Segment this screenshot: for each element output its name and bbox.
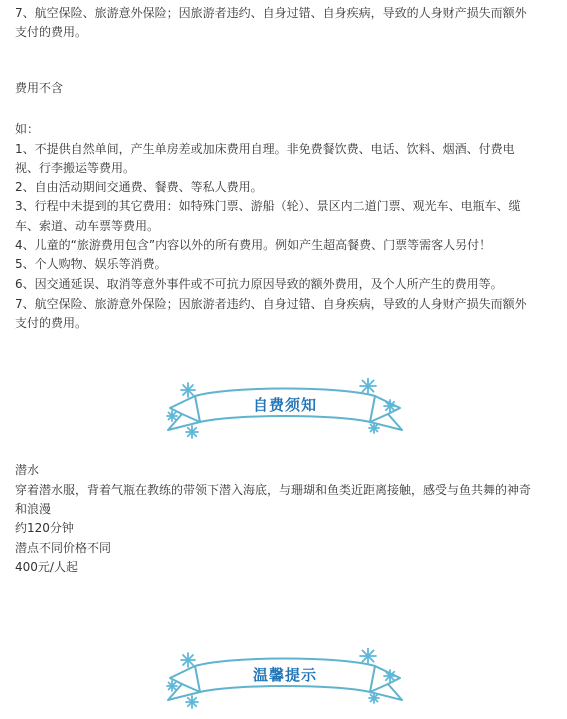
excluded-line: 支付的费用。 [15,316,88,330]
excluded-line: 2、自由活动期间交通费、餐费、等私人费用。 [15,180,263,194]
excluded-line: 1、不提供自然单间，产生单房差或加床费用自理。非免费餐饮费、电话、饮料、烟酒、付费电 [15,142,515,156]
excluded-line: 视、行李搬运等费用。 [15,161,136,175]
tips-banner-title: 温馨提示 [252,666,317,684]
excluded-line: 4、儿童的“旅游费用包含”内容以外的所有费用。例如产生超高餐费、门票等需客人另付！ [15,238,492,252]
self-pay-price-note: 潜点不同价格不同 [15,541,112,555]
self-pay-duration: 约120分钟 [15,521,74,535]
self-pay-price: 400元/人起 [15,560,78,574]
self-pay-banner-title: 自费须知 [252,396,317,414]
excluded-line: 车、索道、动车票等费用。 [15,219,160,233]
tips-banner [160,648,410,718]
excluded-line: 5、个人购物、娱乐等消费。 [15,257,167,271]
self-pay-desc-line-1: 穿着潜水服，背着气瓶在教练的带领下潜入海底，与珊瑚和鱼类近距离接触，感受与鱼共舞的神奇 [15,483,532,497]
excluded-intro: 如： [15,122,40,136]
excluded-line: 7、航空保险、旅游意外保险；因旅游者违约、自身过错、自身疾病，导致的人身财产损失而额外 [15,297,527,311]
self-pay-banner [160,378,410,448]
insurance-line-1: 7、航空保险、旅游意外保险；因旅游者违约、自身过错、自身疾病，导致的人身财产损失而额外 [15,6,527,20]
self-pay-item-name: 潜水 [15,463,40,477]
self-pay-desc-line-2: 和浪漫 [15,502,52,516]
insurance-line-2: 支付的费用。 [15,25,88,39]
excluded-line: 6、因交通延误、取消等意外事件或不可抗力原因导致的额外费用，及个人所产生的费用等。 [15,277,503,291]
excluded-line: 3、行程中未提到的其它费用：如特殊门票、游船（轮）、景区内二道门票、观光车、电瓶车、缆 [15,199,521,213]
excluded-heading: 费用不含 [15,81,64,95]
